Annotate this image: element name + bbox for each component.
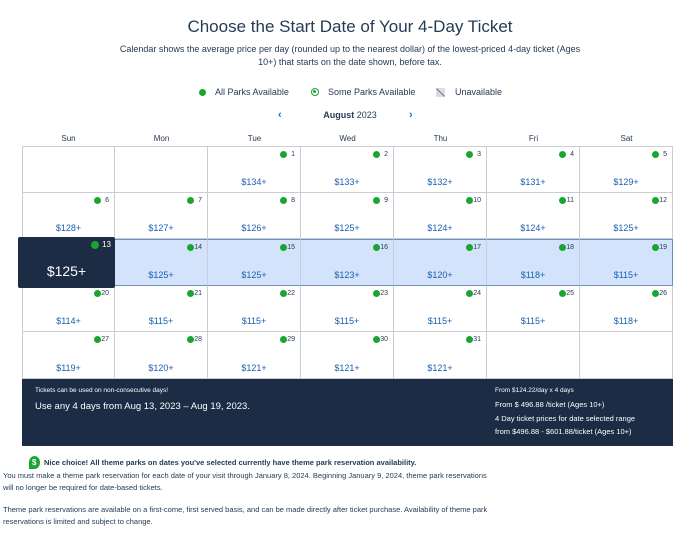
green-dot-icon bbox=[187, 336, 194, 343]
green-dot-icon bbox=[280, 151, 287, 158]
day-number: 24 bbox=[473, 289, 481, 297]
day-number: 4 bbox=[570, 151, 574, 158]
green-dot-icon bbox=[94, 197, 101, 204]
day-number: 10 bbox=[473, 196, 481, 204]
info-headline-text: Nice choice! All theme parks on dates you've selected currently have theme park reservation availability. bbox=[44, 457, 417, 467]
green-dot-icon bbox=[466, 336, 473, 343]
green-dot-icon bbox=[187, 290, 194, 297]
empty-day-cell bbox=[580, 332, 673, 379]
range-price-label: 4 Day ticket prices for date selected range bbox=[495, 414, 636, 423]
day-number: 23 bbox=[380, 289, 388, 297]
green-dot-icon bbox=[373, 197, 380, 204]
weekday-label: Fri bbox=[528, 134, 539, 143]
availability-legend bbox=[0, 87, 700, 99]
day-price: $125+ bbox=[46, 262, 87, 279]
calendar-day[interactable] bbox=[301, 146, 394, 193]
green-dot-icon bbox=[466, 290, 473, 297]
day-number: 13 bbox=[102, 240, 111, 250]
day-price: $121+ bbox=[241, 362, 267, 373]
green-dot-icon bbox=[187, 197, 194, 204]
green-dot-icon bbox=[559, 151, 566, 158]
day-price: $125+ bbox=[148, 269, 174, 280]
calendar-day[interactable] bbox=[301, 286, 394, 333]
day-number: 27 bbox=[101, 336, 109, 344]
selection-summary-panel bbox=[22, 379, 673, 446]
day-price: $129+ bbox=[613, 176, 639, 187]
calendar-day[interactable] bbox=[394, 239, 487, 286]
calendar-day[interactable] bbox=[580, 193, 673, 240]
day-price: $123+ bbox=[334, 269, 360, 280]
unavailable-icon bbox=[436, 88, 445, 97]
day-price: $124+ bbox=[427, 223, 453, 234]
weekday-label: Wed bbox=[339, 134, 356, 143]
empty-day-cell bbox=[22, 146, 115, 193]
day-number: 5 bbox=[663, 151, 667, 158]
range-price-values: from $496.88 - $601.88/ticket (Ages 10+) bbox=[495, 427, 632, 436]
day-price: $115+ bbox=[148, 316, 174, 327]
day-number: 20 bbox=[101, 289, 109, 297]
calendar-day[interactable] bbox=[208, 193, 301, 240]
month-navigation bbox=[0, 110, 700, 122]
green-dot-icon bbox=[373, 151, 380, 158]
day-price: $115+ bbox=[334, 316, 360, 327]
day-number: 15 bbox=[287, 244, 295, 252]
day-price: $115+ bbox=[427, 316, 453, 327]
day-number: 1 bbox=[291, 151, 295, 158]
page-subtitle: Calendar shows the average price per day (rounded up to the nearest dollar) of the lowest-priced 4-day ticket (Ages 10+) that starts on the date shown, before tax. bbox=[119, 44, 581, 67]
day-number: 29 bbox=[287, 336, 295, 344]
info-headline bbox=[33, 456, 493, 469]
green-dot-icon bbox=[466, 197, 473, 204]
weekday-label: Sat bbox=[620, 134, 633, 143]
day-price: $125+ bbox=[334, 223, 360, 234]
day-number: 12 bbox=[659, 196, 667, 204]
green-dot-icon bbox=[652, 151, 659, 158]
calendar-day[interactable] bbox=[208, 286, 301, 333]
day-price: $131+ bbox=[520, 176, 546, 187]
calendar-day[interactable] bbox=[394, 146, 487, 193]
info-paragraph: Theme park reservations are available on a first-come, first served basis, and can be made directly after ticket purchase. Availability of theme park reservations is limited and subject to change. bbox=[3, 505, 488, 526]
day-price: $115+ bbox=[613, 269, 639, 280]
day-number: 18 bbox=[566, 244, 574, 252]
calendar-day[interactable] bbox=[22, 193, 115, 240]
green-dot-icon bbox=[94, 336, 101, 343]
day-number: 3 bbox=[477, 151, 481, 158]
day-price: $119+ bbox=[56, 362, 81, 373]
calendar-day[interactable] bbox=[18, 237, 115, 288]
empty-day-cell bbox=[115, 146, 208, 193]
day-number: 31 bbox=[473, 336, 481, 344]
day-price: $120+ bbox=[427, 269, 453, 280]
green-dot-icon bbox=[652, 290, 659, 297]
green-dot-icon bbox=[280, 290, 287, 297]
day-number: 9 bbox=[384, 196, 388, 204]
day-number: 6 bbox=[105, 196, 109, 204]
use-days-text: Use any 4 days from Aug 13, 2023 – Aug 19, 2023. bbox=[35, 401, 250, 412]
calendar-day[interactable] bbox=[580, 239, 673, 286]
green-ring-icon bbox=[311, 88, 319, 96]
day-price: $121+ bbox=[427, 362, 453, 373]
calendar-day[interactable] bbox=[208, 332, 301, 379]
day-number: 16 bbox=[380, 244, 388, 252]
month-label bbox=[0, 110, 700, 120]
green-dot-icon bbox=[559, 290, 566, 297]
day-price: $115+ bbox=[520, 316, 546, 327]
calendar-day[interactable] bbox=[301, 193, 394, 240]
chevron-left-icon[interactable]: ‹ bbox=[278, 109, 282, 121]
green-dot-icon bbox=[559, 244, 566, 251]
day-price: $132+ bbox=[427, 176, 453, 187]
day-number: 8 bbox=[291, 196, 295, 204]
weekday-label: Tue bbox=[247, 134, 262, 143]
green-dot-icon bbox=[280, 197, 287, 204]
price-per-day: From $124.22/day x 4 days bbox=[495, 387, 574, 394]
day-number: 11 bbox=[566, 196, 574, 204]
day-price: $118+ bbox=[613, 316, 639, 327]
legend-some-label: Some Parks Available bbox=[328, 87, 416, 97]
day-price: $127+ bbox=[148, 223, 174, 234]
weekday-label: Sun bbox=[61, 134, 76, 143]
calendar-day[interactable] bbox=[580, 286, 673, 333]
day-number: 28 bbox=[194, 336, 202, 344]
day-price: $125+ bbox=[241, 269, 267, 280]
day-number: 21 bbox=[194, 289, 202, 297]
day-price: $120+ bbox=[148, 362, 174, 373]
dollar-leaf-icon bbox=[29, 456, 40, 469]
day-price: $128+ bbox=[55, 223, 82, 234]
calendar-day[interactable] bbox=[115, 332, 208, 379]
weekday-header bbox=[22, 134, 673, 144]
legend-unavailable-label: Unavailable bbox=[455, 87, 503, 97]
weekday-label: Mon bbox=[153, 134, 170, 143]
day-price: $115+ bbox=[241, 316, 267, 327]
calendar-day[interactable] bbox=[487, 146, 580, 193]
chevron-right-icon[interactable]: › bbox=[409, 109, 413, 121]
page-title: Choose the Start Date of Your 4-Day Ticket bbox=[187, 17, 513, 36]
green-dot-icon bbox=[652, 244, 659, 251]
green-dot-icon bbox=[187, 244, 194, 251]
legend-all-parks bbox=[199, 87, 289, 97]
day-number: 17 bbox=[473, 244, 481, 252]
calendar-day[interactable] bbox=[115, 193, 208, 240]
calendar-day[interactable] bbox=[394, 193, 487, 240]
calendar-day[interactable] bbox=[301, 332, 394, 379]
green-dot-icon bbox=[559, 197, 566, 204]
day-number: 30 bbox=[380, 336, 388, 344]
green-dot-icon bbox=[373, 290, 380, 297]
green-dot-icon bbox=[94, 290, 101, 297]
day-price: $134+ bbox=[241, 176, 267, 187]
day-price: $124+ bbox=[520, 223, 546, 234]
legend-all-label: All Parks Available bbox=[215, 87, 289, 97]
legend-some-parks bbox=[311, 87, 415, 97]
calendar-day[interactable] bbox=[487, 286, 580, 333]
calendar-day[interactable] bbox=[580, 146, 673, 193]
calendar-day[interactable] bbox=[301, 239, 394, 286]
day-number: 25 bbox=[566, 289, 574, 297]
calendar-day[interactable] bbox=[208, 239, 301, 286]
green-dot-icon bbox=[280, 244, 287, 251]
calendar-day[interactable] bbox=[115, 286, 208, 333]
weekday-label: Thu bbox=[433, 134, 448, 143]
green-dot-icon bbox=[466, 244, 473, 251]
non-consecutive-note: Tickets can be used on non-consecutive days! bbox=[35, 387, 169, 394]
day-number: 22 bbox=[287, 289, 295, 297]
green-dot-icon bbox=[466, 151, 473, 158]
calendar-day[interactable] bbox=[208, 146, 301, 193]
calendar-day[interactable] bbox=[115, 239, 208, 286]
calendar-day[interactable] bbox=[487, 239, 580, 286]
green-dot-icon bbox=[373, 244, 380, 251]
calendar-day[interactable] bbox=[394, 332, 487, 379]
green-dot-icon bbox=[91, 241, 99, 249]
calendar-day[interactable] bbox=[487, 193, 580, 240]
day-number: 19 bbox=[659, 244, 667, 252]
day-price: $125+ bbox=[613, 223, 639, 234]
reservation-info bbox=[3, 456, 493, 527]
empty-day-cell bbox=[487, 332, 580, 379]
day-price: $114+ bbox=[56, 316, 81, 327]
day-number: 26 bbox=[659, 289, 667, 297]
day-number: 2 bbox=[384, 151, 388, 158]
day-price: $133+ bbox=[334, 176, 360, 187]
day-price: $121+ bbox=[334, 362, 360, 373]
calendar-day[interactable] bbox=[22, 332, 115, 379]
green-dot-icon bbox=[280, 336, 287, 343]
month-year: 2023 bbox=[356, 110, 377, 120]
info-paragraph: You must make a theme park reservation for each date of your visit through January 8, 2024. Beginning January 9, 2024, theme park reservations will no longer be required for date-based tickets. bbox=[3, 471, 487, 492]
price-per-ticket: From $ 496.88 /ticket (Ages 10+) bbox=[495, 400, 605, 409]
green-dot-icon bbox=[373, 336, 380, 343]
legend-unavailable bbox=[436, 87, 502, 97]
calendar-grid bbox=[22, 146, 673, 379]
green-dot-icon bbox=[199, 89, 206, 96]
day-number: 7 bbox=[198, 196, 202, 204]
day-number: 14 bbox=[194, 244, 202, 252]
day-price: $126+ bbox=[241, 223, 267, 234]
calendar-day[interactable] bbox=[22, 286, 115, 333]
green-dot-icon bbox=[652, 197, 659, 204]
calendar-day[interactable] bbox=[394, 286, 487, 333]
day-price: $118+ bbox=[520, 269, 546, 280]
month-name: August bbox=[323, 110, 355, 120]
